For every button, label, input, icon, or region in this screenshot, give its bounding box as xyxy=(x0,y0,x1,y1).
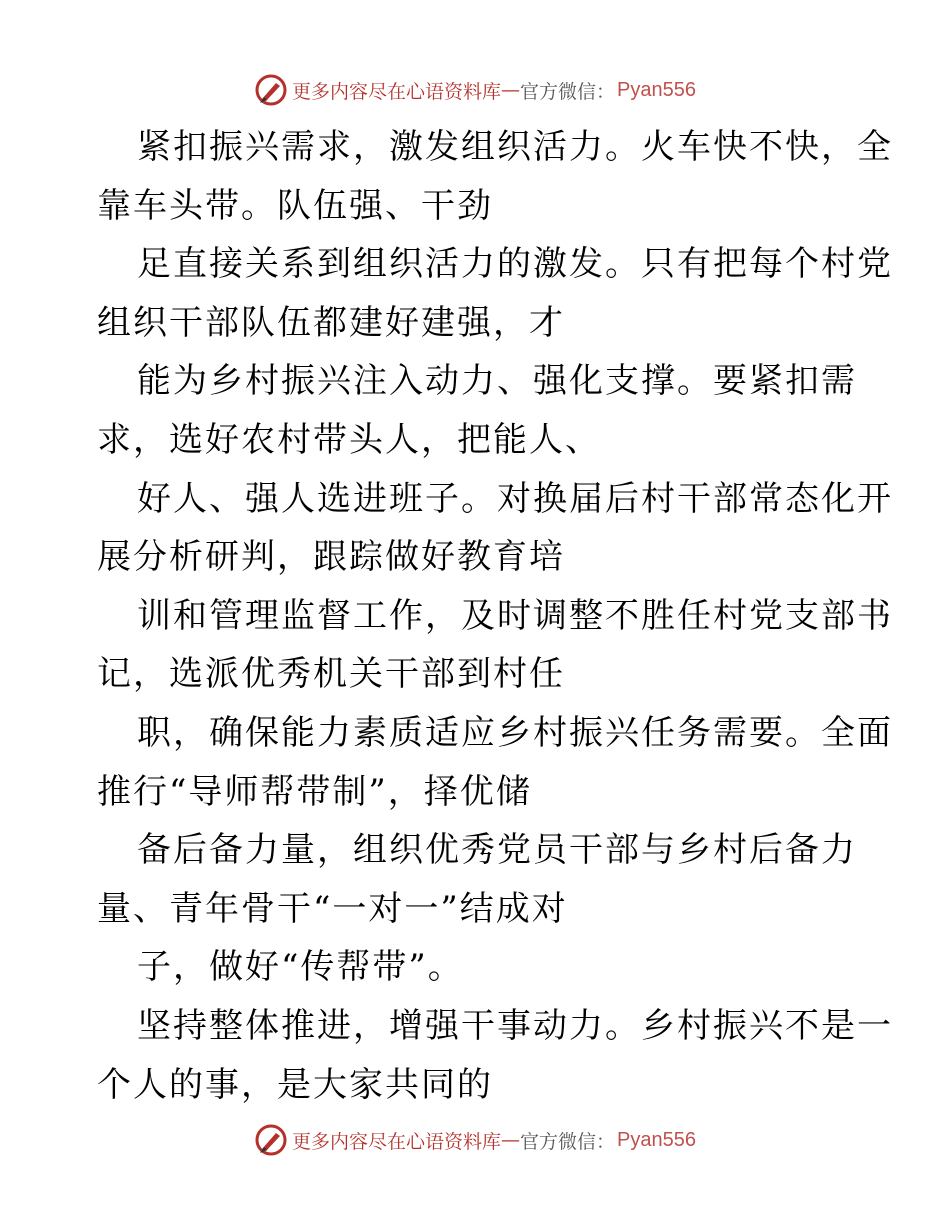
body-line: 靠车头带。队伍强、干劲 xyxy=(97,185,493,226)
footer-wechat-id: Pyan556 xyxy=(617,1128,696,1151)
body-line: 足直接关系到组织活力的激发。只有把每个村党 xyxy=(137,244,893,285)
document-body xyxy=(97,118,893,1114)
body-line: 子，做好“传帮带”。 xyxy=(137,947,464,988)
header-wechat-id: Pyan556 xyxy=(617,78,696,101)
footer-watermark-text: 更多内容尽在心语资料库 xyxy=(292,1130,502,1153)
body-line: 量、青年骨干“一对一”结成对 xyxy=(97,888,568,929)
header-watermark-text: 更多内容尽在心语资料库 xyxy=(292,80,502,103)
body-line: 个人的事，是大家共同的 xyxy=(97,1064,493,1105)
footer-watermark-inner xyxy=(254,1123,696,1157)
header-separator: — xyxy=(501,79,521,101)
body-line: 坚持整体推进，增强干事动力。乡村振兴不是一 xyxy=(137,1005,893,1046)
body-line: 记，选派优秀机关干部到村任 xyxy=(97,654,565,695)
body-line: 好人、强人选进班子。对换届后村干部常态化开 xyxy=(137,478,893,519)
body-line: 备后备力量，组织优秀党员干部与乡村后备力 xyxy=(137,830,857,871)
footer-wechat-label: 官方微信： xyxy=(520,1130,616,1153)
header-watermark-inner xyxy=(254,73,696,107)
footer-watermark xyxy=(0,1120,950,1160)
body-line: 紧扣振兴需求，激发组织活力。火车快不快，全 xyxy=(137,127,893,167)
header-wechat-label: 官方微信： xyxy=(520,80,616,103)
pen-logo-icon xyxy=(254,1123,288,1157)
header-watermark xyxy=(0,70,950,110)
body-line: 展分析研判，跟踪做好教育培 xyxy=(97,537,565,578)
body-line: 组织干部队伍都建好建强，才 xyxy=(97,302,565,343)
body-line: 推行“导师帮带制”，择优储 xyxy=(97,771,532,812)
pen-logo-icon xyxy=(254,73,288,107)
body-line: 能为乡村振兴注入动力、强化支撑。要紧扣需 xyxy=(137,361,857,402)
footer-separator: — xyxy=(501,1129,521,1151)
body-line: 职，确保能力素质适应乡村振兴任务需要。全面 xyxy=(137,712,893,753)
body-line: 训和管理监督工作，及时调整不胜任村党支部书 xyxy=(137,595,893,636)
body-line: 求，选好农村带头人，把能人、 xyxy=(97,419,601,460)
